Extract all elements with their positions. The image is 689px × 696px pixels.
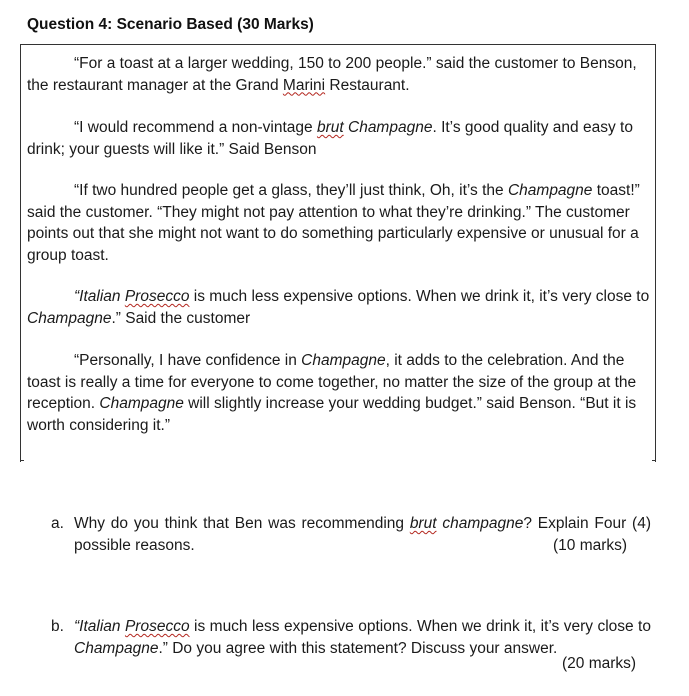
italic-word: Champagne	[301, 352, 386, 369]
text: is much less expensive options. When we drink it, it’s very close to	[189, 288, 650, 305]
spellcheck-word: Marini	[282, 76, 326, 94]
question-a-marks: (10 marks)	[553, 537, 628, 554]
scenario-paragraph-5	[27, 350, 653, 436]
text: will slightly increase your wedding budget.” said Benson. “But it is worth considering it.”	[27, 395, 637, 434]
question-b-marker: b.	[51, 618, 64, 635]
question-title: Question 4: Scenario Based (30 Marks)	[27, 16, 314, 33]
scenario-paragraph-4	[27, 286, 653, 329]
text: Restaurant.	[325, 76, 410, 94]
spellcheck-word: Prosecco	[124, 288, 190, 305]
text: toast!” said the customer. “They might not pay attention to what they’re drinking.” The customer points out that she might not want to do something particularly expensive or unusual for a group toast.	[27, 182, 640, 264]
text: is much less expensive options. When we drink it, it’s very close to	[189, 618, 651, 635]
text: , it adds to the celebration. And the toast is really a time for everyone to come together, no matter the size of the group at the reception.	[27, 352, 637, 412]
text: “Personally, I have confidence in	[74, 352, 302, 369]
text: .” Said the customer	[111, 309, 251, 327]
spellcheck-word: brut	[316, 119, 344, 136]
italic-word: Champagne	[348, 119, 433, 136]
text: “If two hundred people get a glass, they’ll just think, Oh, it’s the	[74, 182, 508, 199]
text: . It’s good quality and easy to drink; your guests will like it.” Said Benson	[27, 119, 633, 158]
spellcheck-word: brut	[409, 515, 437, 532]
italic-word: Champagne	[74, 639, 159, 657]
text: “I would recommend a non-vintage	[74, 119, 317, 136]
italic-word: Champagne	[99, 395, 184, 412]
text: Why do you think that Ben was recommending	[74, 515, 410, 532]
scenario-paragraph-3	[27, 180, 653, 266]
italic-word: champagne	[442, 515, 524, 532]
box-corner-bottom-left	[20, 460, 24, 461]
scenario-paragraph-1	[27, 53, 653, 96]
italic-word: Champagne	[507, 182, 593, 199]
text: .” Do you agree with this statement? Discuss your answer.	[158, 639, 558, 657]
italic-word: “Italian	[74, 288, 125, 305]
italic-word: “Italian	[74, 618, 125, 635]
text: ? Explain Four (4) possible reasons.	[74, 515, 651, 554]
scenario-paragraph-2	[27, 117, 653, 160]
text: “For a toast at a larger wedding, 150 to 200 people.” said the customer to Benson, the restaurant manager at the Grand	[27, 55, 637, 94]
question-a-marker: a.	[51, 515, 64, 532]
italic-word: Champagne	[27, 309, 112, 327]
question-b-marks: (20 marks)	[562, 655, 637, 672]
spellcheck-word: Prosecco	[124, 618, 190, 635]
box-corner-bottom-right	[652, 460, 656, 461]
